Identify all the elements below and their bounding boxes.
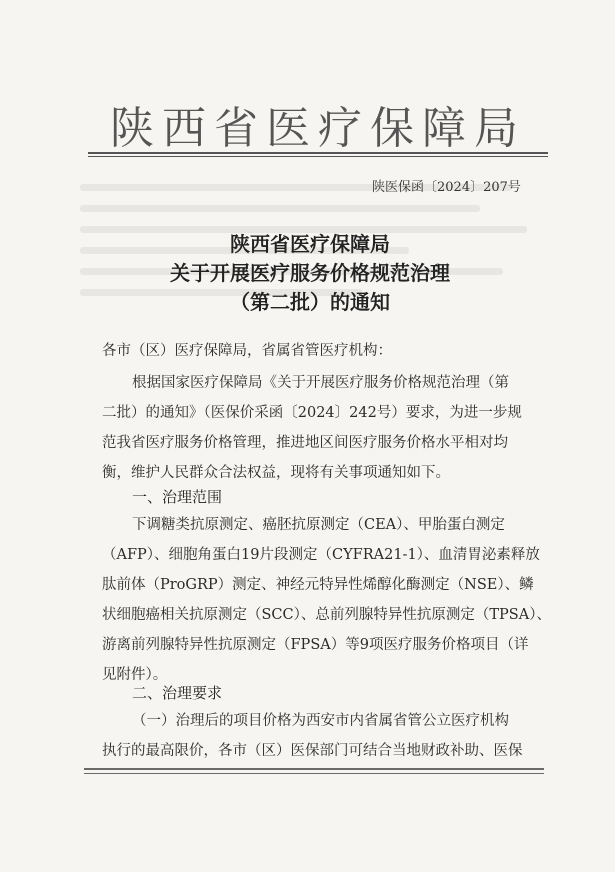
section-2-line: 执行的最高限价，各市（区）医保部门可结合当地财政补助、医保 xyxy=(102,743,523,759)
intro-line: 根据国家医疗保障局《关于开展医疗服务价格规范治理（第 xyxy=(132,375,509,391)
intro-line: 范我省医疗服务价格管理，推进地区间医疗服务价格水平相对均 xyxy=(102,435,508,451)
section-1-line: （AFP）、细胞角蛋白19片段测定（CYFRA21-1）、血清胃泌素释放 xyxy=(102,547,540,563)
section-1-heading: 一、治理范围 xyxy=(132,488,223,506)
salutation-text: 各市（区）医疗保障局，省属省管医疗机构： xyxy=(102,343,392,359)
salutation xyxy=(102,336,547,366)
section-1-line: 状细胞癌相关抗原测定（SCC）、总前列腺特异性抗原测定（TPSA）、 xyxy=(102,607,551,623)
title-line-1: 陕西省医疗保障局 xyxy=(230,232,390,256)
section-1-line: 见附件）。 xyxy=(102,667,168,683)
section-1-line: 下调糖类抗原测定、癌胚抗原测定（CEA）、甲胎蛋白测定 xyxy=(132,517,505,533)
intro-paragraph xyxy=(102,368,547,488)
title-line-3: （第二批）的通知 xyxy=(230,290,390,314)
letterhead-rule-bottom xyxy=(88,156,548,157)
section-2-line: （一）治理后的项目价格为西安市内省属省管公立医疗机构 xyxy=(132,713,509,729)
intro-line: 二批）的通知》（医保价采函〔2024〕242号）要求，为进一步规 xyxy=(102,405,522,421)
letterhead-org: 陕西省医疗保障局 xyxy=(110,103,526,154)
letterhead-rule-top xyxy=(88,152,548,154)
document-number: 陕医保函〔2024〕207号 xyxy=(372,180,521,195)
intro-line: 衡，维护人民群众合法权益，现将有关事项通知如下。 xyxy=(102,465,450,481)
footer-rule-top xyxy=(84,768,544,770)
section-1-line: 肽前体（ProGRP）测定、神经元特异性烯醇化酶测定（NSE）、鳞 xyxy=(102,577,534,593)
section-1-line: 游离前列腺特异性抗原测定（FPSA）等9项医疗服务价格项目（详 xyxy=(102,637,529,653)
title-line-2: 关于开展医疗服务价格规范治理 xyxy=(170,261,450,285)
section-2-paragraph xyxy=(102,706,547,766)
section-1-paragraph xyxy=(102,510,551,690)
section-2-heading: 二、治理要求 xyxy=(132,684,223,702)
footer-rule-bottom xyxy=(84,773,544,774)
